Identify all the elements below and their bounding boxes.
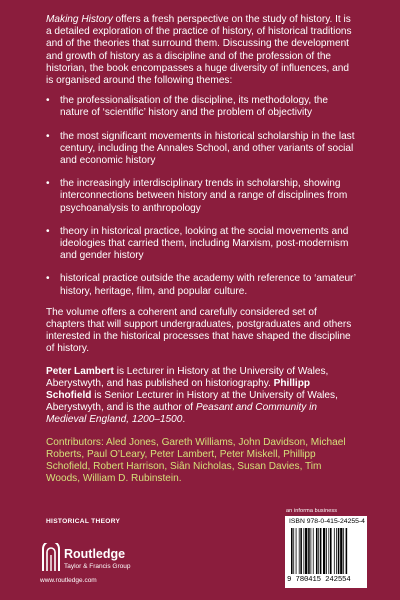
author-bio: is Senior Lecturer in History at the University of Wales, Aberystwyth, and is the author of (46, 390, 338, 414)
theme-text: the increasingly interdisciplinary trends in scholarship, showing interconnections between history and a range of disciplines from psychoanalysis to anthropology (60, 178, 348, 214)
intro-text: offers a fresh perspective on the study of history. It is a detailed exploration of the practice of history, of historical traditions and of the theories that surround them. Discussing the development and growth of history as a discipline and of the profession of the historian, the book encompasses a huge diversity of influences, and is organised around the following themes: (46, 14, 352, 87)
publisher-group: Taylor & Francis Group (64, 563, 131, 570)
theme-item (46, 95, 356, 119)
theme-text: the most significant movements in historical scholarship in the last century, including the Annales School, and other variants of social and economic history (60, 130, 355, 167)
publisher-logo (40, 543, 160, 583)
book-title: Making History (46, 14, 113, 25)
routledge-logo-icon (40, 543, 62, 573)
contributors-list: Contributors: Aled Jones, Gareth Williams, John Davidson, Michael Roberts, Paul O’Leary, Peter Lambert, Peter Miskell, Phillipp Schofield, Robert Harrison, Siân Nicholas, Susan Davies, Tim Woods, William D. Rubinstein. (46, 436, 346, 485)
closing-paragraph: The volume offers a coherent and carefully considered set of chapters that will support undergraduates, postgraduates and others interested in the historical processes that have shaped the discipline of history. (46, 306, 352, 355)
blurb-column (46, 14, 356, 498)
bullet-icon: • (46, 225, 50, 237)
authors-paragraph (46, 366, 356, 427)
publisher-name: Routledge (64, 547, 126, 561)
theme-item (46, 273, 356, 297)
author-book-title: Peasant and Community in Medieval England, 1200–1500 (46, 402, 318, 426)
barcode-digits: 9 780415 242554 (287, 576, 351, 584)
informa-label: an informa business (286, 508, 338, 514)
bullet-icon: • (46, 130, 50, 142)
theme-text: historical practice outside the academy with reference to ‘amateur’ history, heritage, film, and popular culture. (60, 273, 356, 297)
theme-item (46, 131, 356, 168)
bullet-icon: • (46, 273, 50, 285)
theme-item (46, 226, 356, 263)
theme-text: theory in historical practice, looking at the social movements and ideologies that carried them, including Marxism, post-modernism and gender history (60, 225, 349, 262)
publisher-url: www.routledge.com (40, 577, 97, 584)
intro-paragraph (46, 14, 356, 87)
theme-text: the professionalisation of the discipline, its methodology, the nature of ‘scientific’ history and the problem of objectivity (60, 95, 329, 119)
barcode-icon (291, 528, 361, 574)
themes-list (46, 95, 356, 298)
series-label: HISTORICAL THEORY (46, 518, 121, 525)
barcode-box (285, 516, 367, 588)
author-name: Phillipp Schofield (46, 377, 311, 402)
bullet-icon: • (46, 95, 50, 107)
theme-item (46, 178, 356, 215)
author-name: Peter Lambert (46, 365, 114, 377)
author-bio: is Lecturer in History at the University of Wales, Aberystwyth, and has published on historiography. (46, 365, 329, 389)
isbn-text: ISBN 978-0-415-24255-4 (289, 518, 365, 525)
bullet-icon: • (46, 178, 50, 190)
author-bio-end: . (182, 414, 186, 426)
